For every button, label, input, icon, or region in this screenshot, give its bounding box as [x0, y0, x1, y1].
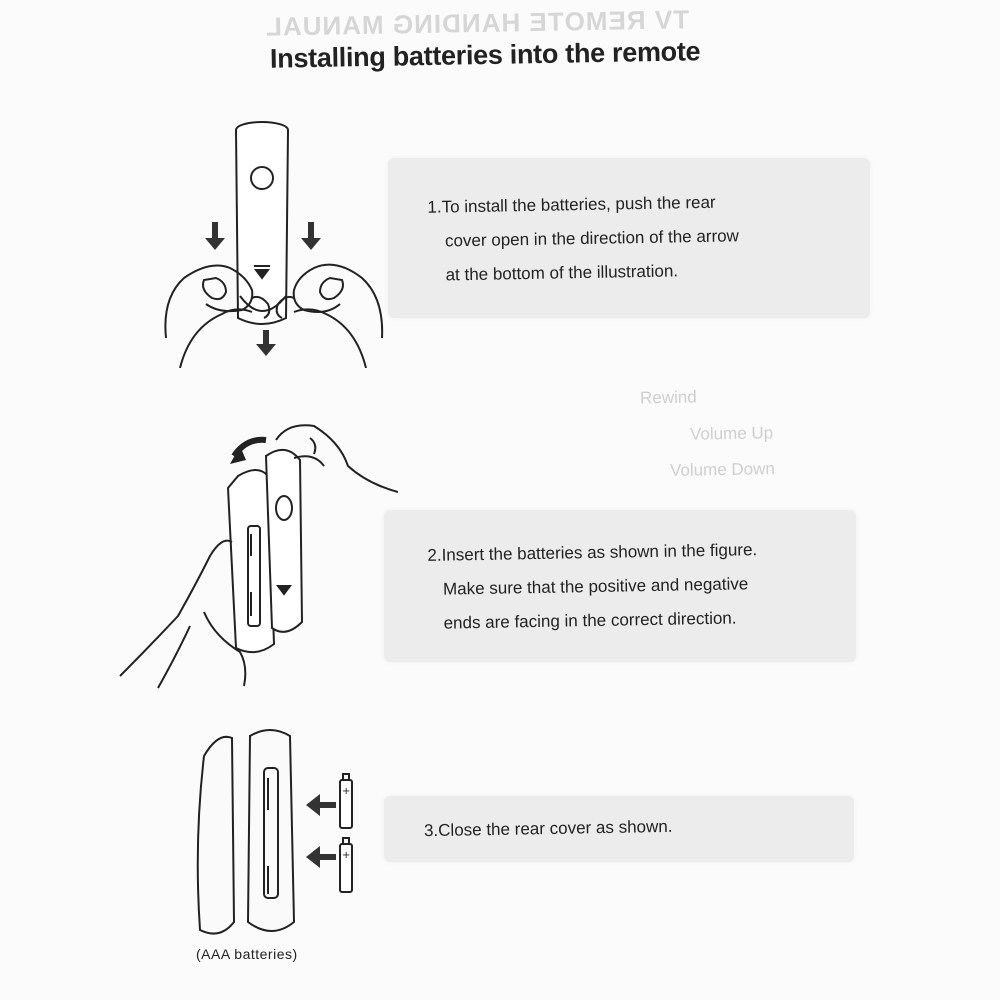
figure-push-cover-open — [160, 118, 390, 368]
page-title: Installing batteries into the remote — [269, 36, 701, 74]
step-3-text — [424, 810, 673, 848]
bleed-through-rewind: Rewind — [639, 387, 697, 408]
step-2-line-1: 2.Insert the batteries as shown in the figure. — [427, 540, 758, 565]
step-2-line-2: Make sure that the positive and negative — [442, 574, 749, 599]
step-1-line-1: 1.To install the batteries, push the rear — [427, 192, 716, 217]
figure-open-rear-cover — [118, 416, 398, 696]
figure-aaa-batteries — [190, 726, 370, 944]
step-1-text — [427, 185, 740, 292]
step-1-line-2: cover open in the direction of the arrow — [444, 226, 740, 251]
step-2-text — [427, 533, 759, 641]
bleed-through-header: TV REMOTE HANDING MANUAL — [264, 4, 690, 42]
bleed-through-volume-down: Volume Down — [669, 459, 776, 480]
bleed-through-volume-up: Volume Up — [689, 423, 774, 444]
figure-caption: (AAA batteries) — [196, 946, 298, 962]
svg-text:+: + — [342, 786, 351, 797]
step-2-line-3: ends are facing in the correct direction. — [443, 608, 737, 633]
svg-text:+: + — [342, 850, 351, 861]
step-3-line-1: 3.Close the rear cover as shown. — [423, 816, 673, 841]
step-1-line-3: at the bottom of the illustration. — [445, 261, 679, 285]
